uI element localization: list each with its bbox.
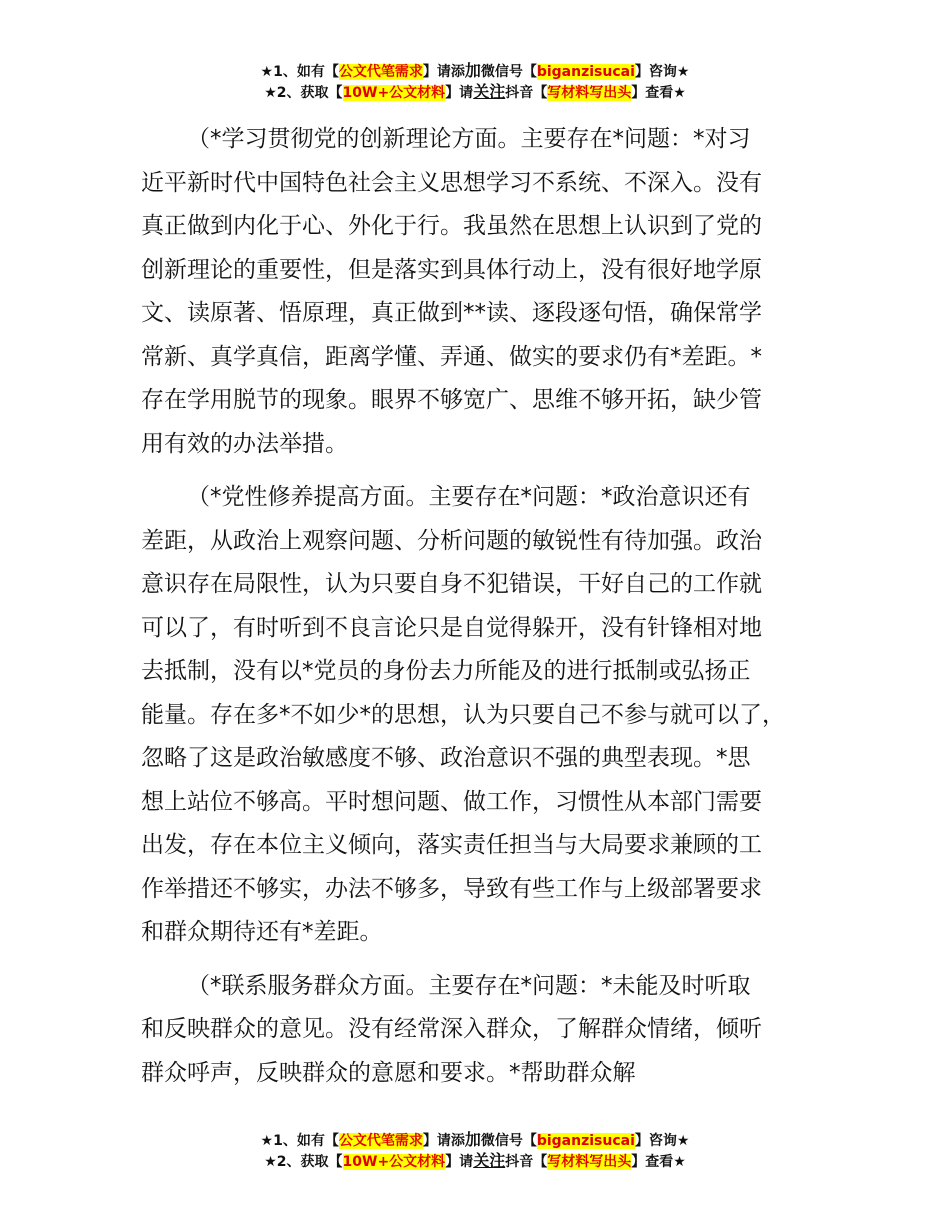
banner-text: 】请添 xyxy=(422,64,465,80)
banner-text: ★1、如有【 xyxy=(260,64,339,80)
banner-text: 微信号【 xyxy=(480,1133,537,1149)
header-banner xyxy=(0,61,950,103)
banner-text: 】查看★ xyxy=(631,85,686,101)
highlight-wechat-id: biganzisucai xyxy=(536,1133,635,1149)
highlight-service: 公文代笔需求 xyxy=(338,1133,423,1149)
text-line: 出发，存在本位主义倾向，落实责任担当与大局要求兼顾的工 xyxy=(141,832,762,858)
text-line: （*党性修养提高方面。主要存在*问题：*政治意识还有 xyxy=(187,484,751,510)
banner-text: 加 xyxy=(464,1130,481,1149)
text-line: 忽略了这是政治敏感度不够、政治意识不强的典型表现。*思 xyxy=(141,745,751,771)
text-line: （*联系服务群众方面。主要存在*问题：*未能及时听取 xyxy=(187,972,751,999)
paragraph-serving-masses xyxy=(141,965,821,1096)
banner-text: 加 xyxy=(464,61,481,80)
highlight-materials: 10W+公文材料 xyxy=(342,1154,446,1170)
banner-text: 】请 xyxy=(445,1154,474,1170)
banner-line-1 xyxy=(0,1130,950,1151)
banner-text: 】查看★ xyxy=(631,1154,686,1170)
banner-text: 抖音【 xyxy=(505,85,548,101)
banner-line-2 xyxy=(0,1151,950,1172)
text-line: 作举措还不够实，办法不够多，导致有些工作与上级部署要求 xyxy=(141,875,762,902)
highlight-douyin-id: 写材料写出头 xyxy=(547,1154,632,1170)
banner-text: ★2、获取【 xyxy=(264,85,343,101)
document-body xyxy=(141,118,821,1105)
text-line: 群众呼声，反映群众的意愿和要求。*帮助群众解 xyxy=(141,1059,636,1086)
text-line: 常新、真学真信，距离学懂、弄通、做实的要求仍有*差距。* xyxy=(141,343,762,370)
text-line: 真正做到内化于心、外化于行。我虽然在思想上认识到了党的 xyxy=(141,213,762,239)
banner-text: ★1、如有【 xyxy=(260,1133,339,1149)
text-line: 存在学用脱节的现象。眼界不够宽广、思维不够开拓，缺少管 xyxy=(141,387,762,413)
text-line: 能量。存在多*不如少*的思想，认为只要自己不参与就可以了， xyxy=(141,701,785,728)
text-line: 和反映群众的意见。没有经常深入群众，了解群众情绪，倾听 xyxy=(141,1016,762,1042)
text-line: 想上站位不够高。平时想问题、做工作，习惯性从本部门需要 xyxy=(141,788,762,815)
text-line: 差距，从政治上观察问题、分析问题的敏锐性有待加强。政治 xyxy=(141,527,762,554)
text-line: 和群众期待还有*差距。 xyxy=(141,919,383,945)
banner-underline-text: 关注 xyxy=(473,1151,506,1170)
footer-banner xyxy=(0,1130,950,1172)
highlight-materials: 10W+公文材料 xyxy=(342,85,446,101)
text-line: 可以了，有时听到不良言论只是自觉得躲开，没有针锋相对地 xyxy=(141,614,762,641)
banner-line-1 xyxy=(0,61,950,82)
text-line: 创新理论的重要性，但是落实到具体行动上，没有很好地学原 xyxy=(141,256,762,283)
banner-text: 】请添 xyxy=(422,1133,465,1149)
banner-text: ★2、获取【 xyxy=(264,1154,343,1170)
banner-line-2 xyxy=(0,82,950,103)
banner-text: 】咨询★ xyxy=(634,1133,690,1149)
paragraph-theory-study xyxy=(141,118,821,466)
text-line: 用有效的办法举措。 xyxy=(141,430,348,457)
highlight-wechat-id: biganzisucai xyxy=(536,64,635,80)
highlight-douyin-id: 写材料写出头 xyxy=(547,85,632,101)
text-line: 意识存在局限性，认为只要自身不犯错误，干好自己的工作就 xyxy=(141,571,762,597)
text-line: 近平新时代中国特色社会主义思想学习不系统、不深入。没有 xyxy=(141,169,762,196)
paragraph-party-spirit xyxy=(141,476,821,955)
banner-text: 】请 xyxy=(445,85,474,101)
banner-underline-text: 关注 xyxy=(473,82,506,101)
banner-text: 】咨询★ xyxy=(634,64,690,80)
banner-text: 抖音【 xyxy=(505,1154,548,1170)
text-line: 去抵制，没有以*党员的身份去力所能及的进行抵制或弘扬正 xyxy=(141,658,751,684)
text-line: （*学习贯彻党的创新理论方面。主要存在*问题：*对习 xyxy=(187,126,751,152)
text-line: 文、读原著、悟原理，真正做到**读、逐段逐句悟，确保常学 xyxy=(141,300,762,326)
highlight-service: 公文代笔需求 xyxy=(338,64,423,80)
banner-text: 微信号【 xyxy=(480,64,537,80)
